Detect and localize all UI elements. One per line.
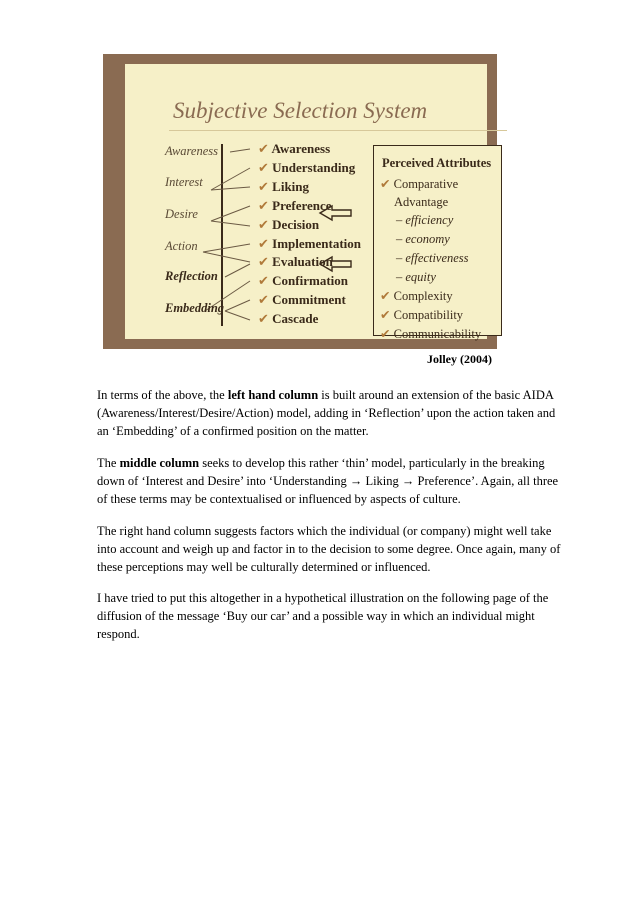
middle-column-item bbox=[258, 236, 361, 252]
left-column-item: Action bbox=[165, 239, 198, 253]
middle-column-item bbox=[258, 217, 319, 233]
check-icon: ✔ bbox=[380, 326, 394, 341]
left-column-item: Interest bbox=[165, 175, 203, 189]
middle-column-item bbox=[258, 311, 318, 327]
check-icon: ✔ bbox=[258, 141, 269, 156]
check-icon: ✔ bbox=[258, 273, 269, 289]
figure-card bbox=[125, 64, 492, 341]
perceived-attribute-item: – effectiveness bbox=[396, 250, 469, 265]
figure-title: Subjective Selection System bbox=[173, 98, 428, 123]
check-icon: ✔ bbox=[258, 159, 269, 175]
check-icon: ✔ bbox=[258, 254, 269, 270]
perceived-attribute-item: ✔ Communicability bbox=[380, 326, 482, 341]
check-icon: ✔ bbox=[258, 235, 269, 251]
left-column-item: Awareness bbox=[165, 144, 219, 158]
check-icon: ✔ bbox=[258, 311, 269, 327]
figure-caption: Jolley (2004) bbox=[427, 352, 492, 366]
subjective-selection-figure bbox=[103, 54, 497, 349]
perceived-attribute-item: ✔ Compatibility bbox=[380, 307, 464, 322]
body-paragraph: In terms of the above, the left hand column is built around an extension of the basic AIDA (Awareness/Interest/Desire/Action) model, adding in ‘Reflection’ upon the action taken and an ‘Embedding’ of a confirmed position on the matter. bbox=[97, 388, 556, 438]
perceived-attribute-item: – efficiency bbox=[396, 213, 454, 228]
perceived-attribute-item: – equity bbox=[396, 269, 436, 284]
body-paragraph: The middle column seeks to develop this rather ‘thin’ model, particularly in the breaking down of ‘Interest and Desire’ into ‘Understanding → Liking → Preference’. Again, all three of these terms may be contextualised or influenced by aspects of culture. bbox=[97, 456, 559, 506]
middle-column-label: Cascade bbox=[268, 311, 319, 327]
perceived-attribute-item: Advantage bbox=[394, 194, 449, 209]
middle-column-label: Evaluation bbox=[268, 254, 333, 270]
middle-column-label: Understanding bbox=[268, 159, 356, 175]
middle-column-item bbox=[258, 198, 332, 214]
middle-column-label: Preference bbox=[268, 197, 332, 213]
check-icon: ✔ bbox=[258, 292, 269, 308]
check-icon: ✔ bbox=[258, 197, 269, 213]
check-icon: ✔ bbox=[380, 289, 394, 304]
title-rule bbox=[169, 130, 507, 131]
middle-column-item bbox=[258, 141, 330, 157]
perceived-attributes-title: Perceived Attributes bbox=[382, 156, 492, 170]
left-column-item: Reflection bbox=[165, 269, 218, 283]
perceived-attribute-item: ✔ Complexity bbox=[380, 289, 453, 304]
check-icon: ✔ bbox=[258, 178, 269, 194]
perceived-attribute-item: ✔ Comparative bbox=[380, 177, 459, 191]
check-icon: ✔ bbox=[380, 307, 394, 322]
middle-column-label: Commitment bbox=[268, 292, 346, 308]
left-column-item: Embedding bbox=[165, 301, 225, 315]
perceived-attribute-item: – economy bbox=[396, 232, 450, 247]
body-paragraph: I have tried to put this altogether in a hypothetical illustration on the following page of the diffusion of the message ‘Buy our car’ and a possible way in which an individual might respond. bbox=[97, 591, 549, 641]
middle-column-label: Liking bbox=[268, 178, 310, 194]
middle-column-item bbox=[258, 254, 333, 270]
middle-column-label: Confirmation bbox=[268, 273, 348, 289]
middle-column-item bbox=[258, 273, 348, 289]
left-column-item: Desire bbox=[165, 207, 198, 221]
perceived-attributes-box bbox=[373, 145, 502, 341]
middle-column-item bbox=[258, 179, 309, 195]
middle-column-item bbox=[258, 292, 346, 308]
middle-column-item bbox=[258, 160, 355, 176]
body-paragraph: The right hand column suggests factors which the individual (or company) might well take into account and weigh up and factor in to the decision to some degree. Once again, many of these perceptions may well be culturally determined or influenced. bbox=[97, 524, 561, 574]
check-icon: ✔ bbox=[380, 177, 394, 191]
middle-column-label: Decision bbox=[268, 216, 320, 232]
middle-column-label: Implementation bbox=[268, 235, 361, 251]
middle-column-label: Awareness bbox=[268, 141, 331, 156]
check-icon: ✔ bbox=[258, 216, 269, 232]
